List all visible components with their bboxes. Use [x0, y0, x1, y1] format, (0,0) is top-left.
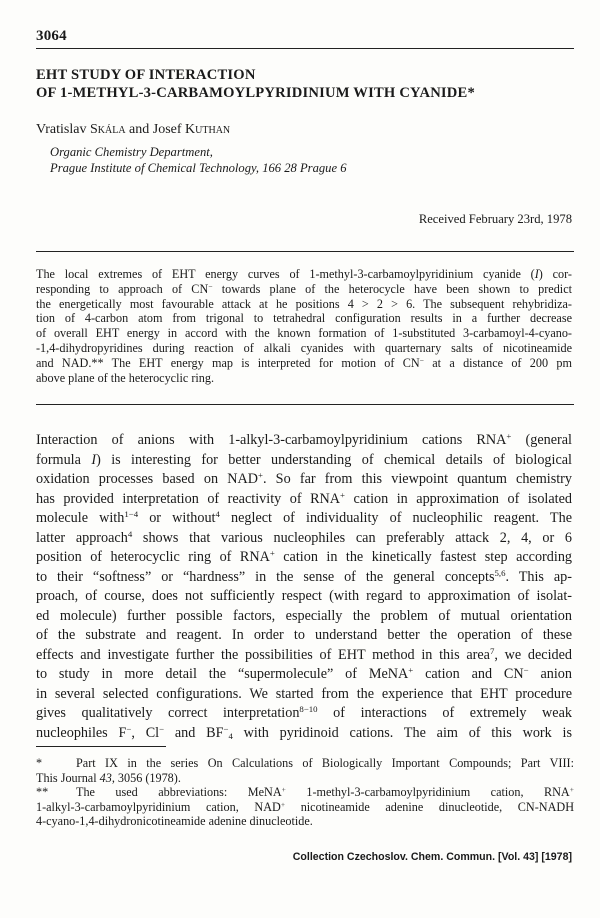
abstract-line: the energetically most favourable attack at he positions 4 > 2 > 6. The subsequent rehybridiza- — [36, 296, 572, 311]
abstract-line: The local extremes of EHT energy curves of 1-methyl-3-carbamoylpyridinium cyanide (I) cor- — [36, 267, 572, 281]
footnote-line: Part IX in the series On Calculations of Biologically Important Compounds; Part VIII: — [76, 756, 574, 770]
footnote-2 — [36, 785, 574, 829]
footnote-line: 1-alkyl-3-carbamoylpyridinium cation, NAD+ nicotineamide adenine dinucleotide, CN-NADH — [36, 799, 574, 814]
abstract-line: of overall EHT energy in accord with the known formation of 1-substituted 3-carbamoyl-4-cyano- — [36, 326, 572, 341]
footnote-line: This Journal 43, 3056 (1978). — [36, 770, 181, 785]
body-line: latter approach$^4$ shows that various nucleophiles can preferably attack 2, 4, or 6 — [36, 528, 572, 546]
page-number: 3064 — [36, 28, 67, 44]
body-line: proach, of course, does not sufficiently respect (with regard to approximation of isolat- — [36, 588, 572, 604]
body-line: in several selected configurations. We started from the experience that EHT procedure — [36, 685, 572, 702]
abstract-line: tion of 4-carbon atom from trigonal to tetrahedral configuration results in a further decrease — [36, 311, 572, 326]
abstract-line: and NAD.** The EHT energy map is interpreted for motion of CN− at a distance of 200 pm — [36, 355, 572, 370]
affiliation — [50, 144, 347, 176]
body-line: oxidation processes based on NAD+. So far from this viewpoint quantum chemistry — [36, 470, 572, 487]
header-rule — [36, 48, 574, 49]
abstract-line: -1,4-dihydropyridines during reaction of alkali cyanides with quarternary salts of nicotineamide — [36, 340, 572, 355]
body-line: gives qualitatively correct interpretation$^{8-10}$ of interactions of extremely weak — [36, 704, 572, 721]
body-line: effects and investigate further the possibilities of EHT method in this area$^7$, we decided — [36, 645, 572, 663]
received-date: Received February 23rd, 1978 — [418, 212, 572, 226]
abstract-line: responding to approach of CN− towards plane of the heterocycle have been shown to predict — [36, 281, 572, 296]
body-line: molecule with$^{1-4}$ or without$^4$ neglect of individuality of nucleophilic reagent. The — [36, 509, 572, 526]
body-line: Interaction of anions with 1-alkyl-3-carbamoylpyridinium cations RNA+ (general — [36, 431, 572, 448]
footnote-line: The used abbreviations: MeNA+ 1-methyl-3-carbamoylpyridinium cation, RNA+ — [76, 785, 574, 800]
abstract-bottom-rule — [36, 404, 574, 405]
abstract-top-rule — [36, 251, 574, 252]
body-line: to study in more detail the “supermolecule” of MeNA+ cation and CN− anion — [36, 665, 572, 682]
body-line: has provided interpretation of reactivity of RNA+ cation in approximation of isolated — [36, 489, 572, 507]
abstract-line: above plane of the heterocyclic ring. — [36, 370, 214, 385]
journal-footer: Collection Czechoslov. Chem. Commun. [Vol. 43] [1978] — [292, 851, 572, 863]
title-line-2: OF 1-METHYL-3-CARBAMOYLPYRIDINIUM WITH CYANIDE* — [36, 85, 475, 101]
body-line: ed molecule) further possible factors, especially the problem of mutual orientation — [36, 607, 572, 624]
authors-and: and — [125, 122, 153, 137]
affiliation-line-2: Prague Institute of Chemical Technology, 166 28 Prague 6 — [50, 161, 347, 175]
body-line: to their “softness” or “hardness” in the sense of the general concepts$^{5,6}$. This ap- — [36, 567, 572, 585]
author-1-last: Skála — [89, 122, 126, 137]
footnote-rule — [36, 746, 166, 747]
footnote-1 — [36, 756, 574, 785]
body-line: position of heterocyclic ring of RNA+ cation in the kinetically fastest step according — [36, 548, 573, 565]
body-line: of the substrate and reagent. In order to understand better the operation of these — [36, 627, 572, 643]
title-line-1: EHT STUDY OF INTERACTION — [36, 67, 256, 83]
body-line: formula I) is interesting for better understanding of chemical details of biological — [36, 451, 572, 468]
abstract — [36, 267, 572, 385]
footnote-line: 4-cyano-1,4-dihydronicotineamide adenine dinucleotide. — [36, 814, 313, 829]
author-1-first: Vratislav — [36, 122, 90, 137]
body-text — [36, 431, 572, 743]
author-2-first: Josef — [152, 122, 186, 137]
footnotes — [36, 756, 574, 829]
affiliation-line-1: Organic Chemistry Department, — [50, 145, 213, 159]
footnote-mark-1: * — [36, 756, 43, 770]
footnote-mark-2: ** — [36, 785, 49, 800]
author-2-last: Kuthan — [185, 122, 231, 137]
article-title — [36, 66, 574, 102]
body-line: nucleophiles F−, Cl− and $BF^-_4$ with pyridinoid cations. The aim of this work is — [36, 723, 572, 741]
authors — [36, 122, 230, 138]
journal-page — [36, 0, 574, 918]
